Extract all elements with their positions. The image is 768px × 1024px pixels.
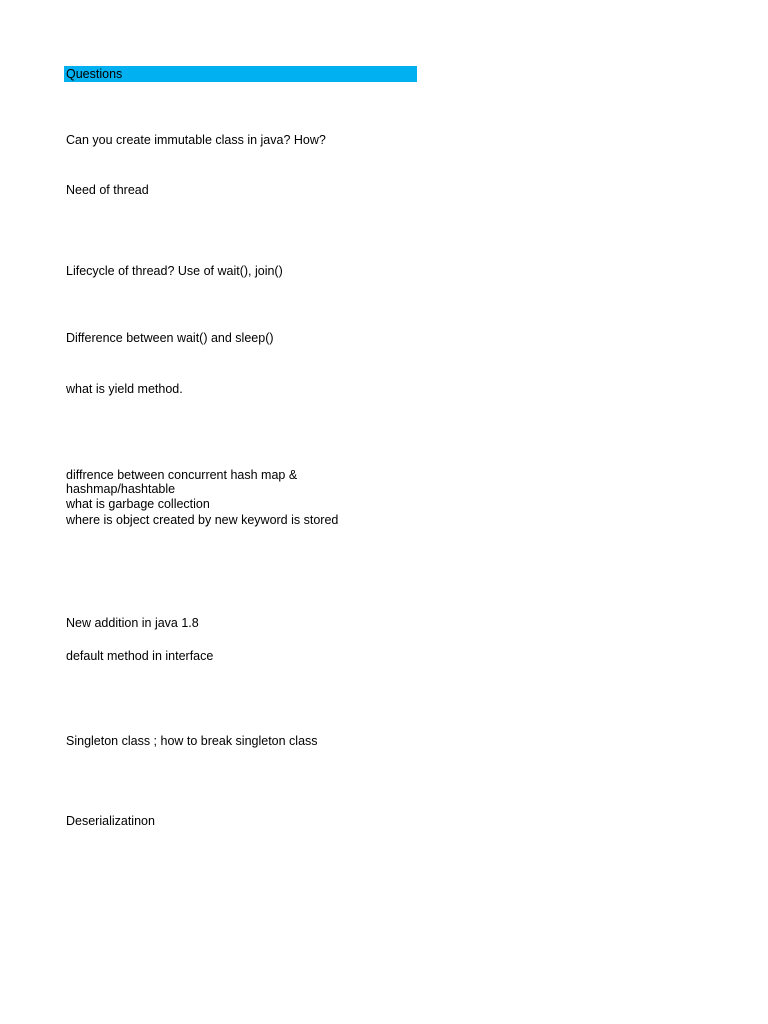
question-immutable-class: Can you create immutable class in java? How? [66, 133, 326, 147]
question-object-storage: where is object created by new keyword is stored [66, 513, 339, 527]
question-deserialization: Deserializatinon [66, 814, 155, 828]
question-yield-method: what is yield method. [66, 382, 183, 396]
question-wait-vs-sleep: Difference between wait() and sleep() [66, 331, 274, 345]
question-garbage-collection: what is garbage collection [66, 497, 210, 511]
question-thread-lifecycle: Lifecycle of thread? Use of wait(), join() [66, 264, 283, 278]
questions-header-cell: Questions [64, 66, 417, 82]
question-java-18-additions: New addition in java 1.8 [66, 616, 199, 630]
question-concurrent-hashmap: diffrence between concurrent hash map & hashmap/hashtable [66, 468, 298, 496]
question-need-of-thread: Need of thread [66, 183, 149, 197]
question-singleton-class: Singleton class ; how to break singleton class [66, 734, 318, 748]
question-default-method: default method in interface [66, 649, 214, 663]
